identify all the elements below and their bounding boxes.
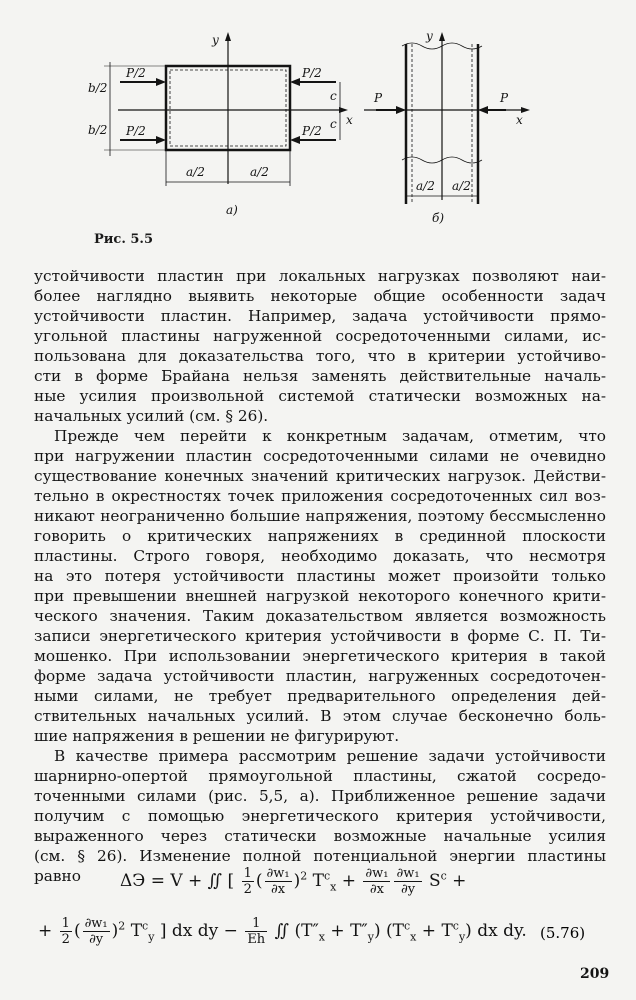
text-line: мошенко. При использовании энергетического критерия в такой (34, 647, 606, 665)
fraction: $\frac{1}{Eh}$ (247, 916, 266, 947)
text-line: ствительных начальных усилий. В этом случае бесконечно боль- (34, 707, 606, 725)
panel-label: а) (226, 203, 238, 217)
body-text (34, 266, 606, 886)
force-label: P (374, 91, 383, 105)
text-line: пластины. Строго говоря, необходимо доказать, что несмотря (34, 547, 606, 565)
force-label: P/2 (126, 124, 146, 138)
text-line: при превышении внешней нагрузкой некоторого конечного крити- (34, 587, 606, 605)
figure-caption: Рис. 5.5 (94, 232, 154, 247)
figure-5-5 (0, 0, 636, 260)
formula-lhs: ΔЭ = V + ∬ [ (120, 871, 235, 891)
text-line: получим с помощью энергетического критерия устойчивости, (34, 807, 606, 825)
formula-line-2: + $\frac{1}{2}$ ( $\frac{\text{∂w₁}}{\partial y}$ )$^2$ $T^c_y$ ] dx dy − $\frac{1}{Eh}$ ∬ $(T''_x + T''_y) (T^c_x + T^c_y)$ dx dy. (38, 916, 527, 947)
fraction: $\frac{\text{∂w₁}}{\partial x}$ (266, 866, 290, 897)
text-line: тельно в окрестностях точек приложения сосредоточенных сил воз- (34, 487, 606, 505)
axis-label: x (516, 113, 523, 127)
fraction: $\frac{\text{∂w₁}}{\partial y}$ (84, 916, 108, 947)
dim-label: b/2 (88, 123, 108, 137)
text-line: ными силами, не требует предварительного определения дей- (34, 687, 606, 705)
axis-label: y (212, 33, 219, 47)
text-line: никают неограниченно большие напряжения, поэтому бессмысленно (34, 507, 606, 525)
text-line: шие напряжения в решении не фигурируют. (34, 727, 400, 745)
dim-label: a/2 (250, 165, 269, 179)
equation-number: (5.76) (540, 924, 586, 942)
page-number: 209 (580, 966, 610, 982)
text-line: устойчивости пластин. Например, задача устойчивости прямо- (34, 307, 606, 325)
force-label: P (500, 91, 509, 105)
force-label: P/2 (302, 124, 322, 138)
text-line: форме задача устойчивости пластин, нагруженных сосредоточен- (34, 667, 606, 685)
plate-diagram (0, 0, 636, 260)
axis-label: x (346, 113, 353, 127)
fraction: $\frac{\text{∂w₁}}{\partial x}$ (365, 866, 389, 897)
text-line: шарнирно-опертой прямоугольной пластины, сжатой сосредо- (34, 767, 606, 785)
text-line: сти в форме Брайана нельзя заменять действительные началь- (34, 367, 606, 385)
text-line: Прежде чем перейти к конкретным задачам, отметим, что (54, 427, 606, 445)
fraction: $\frac{1}{2}$ (61, 916, 70, 947)
text-line: ные усилия произвольной системой статически возможных на- (34, 387, 606, 405)
text-line: пользована для доказательства того, что в критерии устойчиво- (34, 347, 606, 365)
text-line: существование конечных значений критических нагрузок. Действи- (34, 467, 606, 485)
text-line: говорить о критических напряжениях в срединной плоскости (34, 527, 606, 545)
fraction: $\frac{1}{2}$ (243, 866, 252, 897)
force-label: P/2 (302, 66, 322, 80)
panel-label: б) (432, 211, 445, 225)
text-line: на это потеря устойчивости пластины может произойти только (34, 567, 606, 585)
text-line: угольной пластины нагруженной сосредоточенными силами, ис- (34, 327, 606, 345)
dim-label: c (330, 89, 337, 103)
paragraph-3 (34, 746, 606, 886)
text-line: выраженного через статически возможные начальные усилия (34, 827, 606, 845)
text-line: В качестве примера рассмотрим решение задачи устойчивости (54, 747, 606, 765)
formula-line-1: ΔЭ = V + ∬ [ $\frac{1}{2}$ ( $\frac{\text{∂w₁}}{\partial x}$ )$^2$ $T^c_x$ + $\frac{\text{∂w₁}}{\partial x}$ $\frac{\text{∂w₁}}{\partial y}$ $S^c$ + (120, 866, 467, 897)
fraction: $\frac{\text{∂w₁}}{\partial y}$ (396, 866, 420, 897)
text-line: более наглядно выявить некоторые общие особенности задач (34, 287, 606, 305)
dim-label: c (330, 117, 337, 131)
text-line: начальных усилий (см. § 26). (34, 407, 269, 425)
text-line: записи энергетического критерия устойчивости в форме С. П. Ти- (34, 627, 606, 645)
text-line: (см. § 26). Изменение полной потенциальной энергии пластины (34, 847, 606, 865)
dim-label: b/2 (88, 81, 108, 95)
text-line: равно (34, 867, 81, 885)
dim-label: a/2 (416, 179, 435, 193)
text-line: точенными силами (рис. 5,5, а). Приближенное решение задачи (34, 787, 606, 805)
force-label: P/2 (126, 66, 146, 80)
text-line: при нагружении пластин сосредоточенными силами не очевидно (34, 447, 606, 465)
paragraph-2 (34, 426, 606, 746)
axis-label: y (426, 29, 433, 43)
text-line: ческого значения. Таким доказательством является возможность (34, 607, 606, 625)
dim-label: a/2 (186, 165, 205, 179)
axis-y-arrow-a (225, 32, 231, 41)
dim-label: a/2 (452, 179, 471, 193)
text-line: устойчивости пластин при локальных нагрузках позволяют наи- (34, 267, 606, 285)
paragraph-1 (34, 266, 606, 426)
